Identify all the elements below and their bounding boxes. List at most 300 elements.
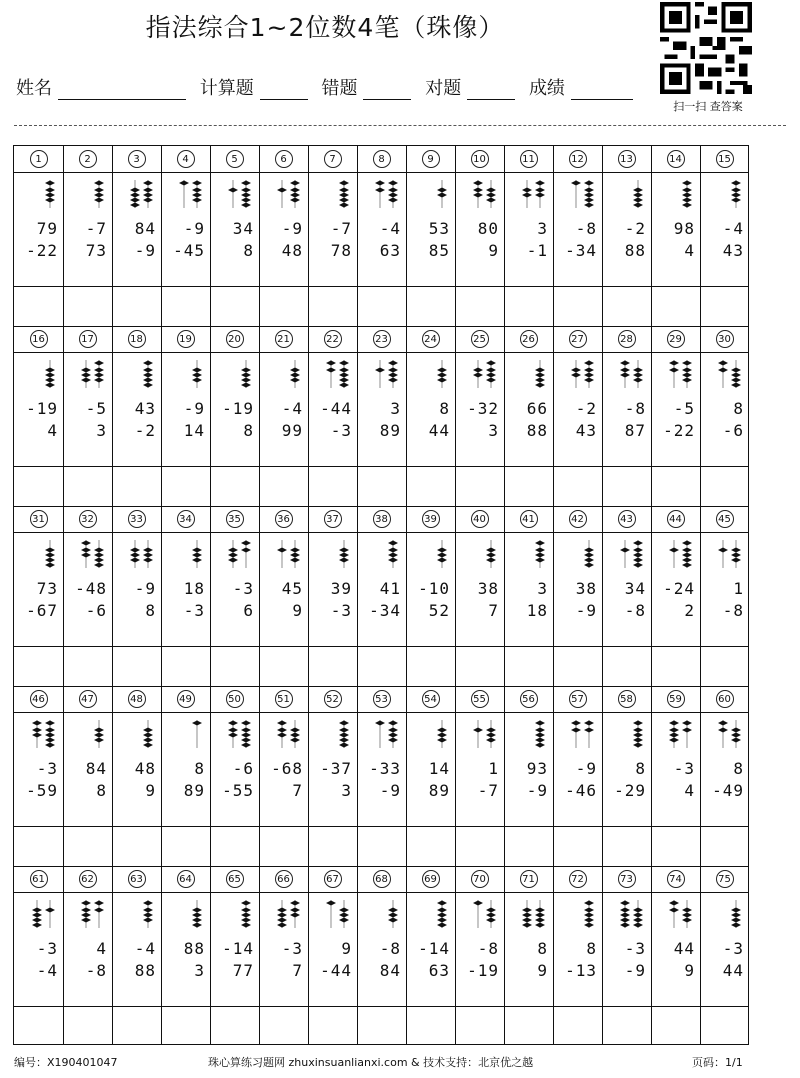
abacus-bead (277, 728, 287, 733)
problem-number: 69 (422, 870, 440, 888)
row-divider (14, 352, 748, 353)
answer-cell[interactable] (553, 826, 602, 866)
answer-cell[interactable] (210, 646, 259, 686)
answer-cell[interactable] (259, 646, 308, 686)
addend-value: 8 (439, 399, 450, 418)
abacus-bead (620, 361, 630, 366)
abacus-bead (94, 563, 104, 568)
abacus-bead (486, 188, 496, 193)
answer-cell[interactable] (259, 826, 308, 866)
abacus-bead (731, 383, 741, 388)
problem-number: 13 (618, 150, 636, 168)
abacus-bead-image (657, 718, 697, 752)
abacus-bead (228, 733, 238, 738)
problem-number: 30 (716, 330, 734, 348)
answer-cell[interactable] (14, 646, 63, 686)
abacus-bead (228, 553, 238, 558)
abacus-bead (388, 733, 398, 738)
abacus-bead (584, 373, 594, 378)
abacus-bead-image (412, 538, 452, 572)
problem-number: 29 (667, 330, 685, 348)
answer-cell[interactable] (259, 466, 308, 506)
abacus-bead (388, 548, 398, 553)
abacus-bead-image (510, 898, 550, 932)
abacus-bead-image (118, 358, 158, 392)
wrong-blank[interactable] (363, 79, 411, 100)
addend-value: 6 (243, 601, 254, 620)
problem-number: 61 (30, 870, 48, 888)
answer-cell[interactable] (553, 646, 602, 686)
answer-cell[interactable] (651, 466, 700, 506)
answer-cell[interactable] (504, 826, 553, 866)
problem-number: 62 (79, 870, 97, 888)
answer-cell[interactable] (553, 286, 602, 326)
abacus-bead (241, 378, 251, 383)
addend-value: -34 (565, 241, 597, 260)
answer-cell[interactable] (112, 826, 161, 866)
abacus-bead (81, 373, 91, 378)
addend-value: 44 (428, 421, 450, 440)
answer-cell[interactable] (406, 286, 455, 326)
answer-cell[interactable] (700, 1006, 749, 1046)
problem-number: 54 (422, 690, 440, 708)
abacus-bead-image (216, 898, 256, 932)
abacus-bead-image (314, 718, 354, 752)
abacus-bead (81, 918, 91, 923)
addend-value: -3 (281, 939, 303, 958)
answer-cell[interactable] (553, 1006, 602, 1046)
abacus-bead (535, 728, 545, 733)
abacus-bead (45, 373, 55, 378)
addend-value: 77 (232, 961, 254, 980)
abacus-bead (388, 728, 398, 733)
abacus-bead (94, 378, 104, 383)
footer-page: 页码：1/1 (692, 1056, 743, 1069)
abacus-bead (682, 193, 692, 198)
answer-cell[interactable] (112, 286, 161, 326)
answer-cell[interactable] (602, 1006, 651, 1046)
problem-number: 73 (618, 870, 636, 888)
addend-value: -3 (330, 601, 352, 620)
abacus-bead (277, 733, 287, 738)
addend-value: 63 (428, 961, 450, 980)
abacus-bead (45, 733, 55, 738)
abacus-bead (584, 923, 594, 928)
addend-value: 14 (428, 759, 450, 778)
abacus-bead (731, 918, 741, 923)
abacus-bead (718, 728, 728, 733)
footer-site: 珠心算练习题网 zhuxinsuanlianxi.com & 技术支持：北京优之越 (208, 1056, 534, 1069)
abacus-bead (669, 738, 679, 743)
abacus-bead-image (69, 178, 109, 212)
answer-cell[interactable] (63, 466, 112, 506)
answer-cell[interactable] (259, 1006, 308, 1046)
abacus-bead-image (265, 898, 305, 932)
abacus-bead (731, 548, 741, 553)
addend-value: -3 (36, 939, 58, 958)
problem-number: 20 (226, 330, 244, 348)
problem-number: 45 (716, 510, 734, 528)
answer-cell[interactable] (700, 286, 749, 326)
answer-cell[interactable] (14, 826, 63, 866)
abacus-bead (45, 198, 55, 203)
problem-number: 41 (520, 510, 538, 528)
answer-cell[interactable] (14, 286, 63, 326)
abacus-bead-image (363, 718, 403, 752)
addend-value: -14 (222, 939, 254, 958)
name-blank[interactable] (58, 79, 186, 100)
answer-cell[interactable] (210, 286, 259, 326)
problem-number: 55 (471, 690, 489, 708)
abacus-bead-image (69, 358, 109, 392)
abacus-bead (486, 198, 496, 203)
problem-number: 38 (373, 510, 391, 528)
problem-number: 52 (324, 690, 342, 708)
abacus-bead (731, 913, 741, 918)
dashed-divider (14, 125, 786, 126)
abacus-bead (45, 721, 55, 726)
abacus-bead-image (461, 358, 501, 392)
answer-cell[interactable] (700, 466, 749, 506)
abacus-bead (326, 901, 336, 906)
abacus-bead (535, 558, 545, 563)
abacus-bead-image (461, 538, 501, 572)
answer-cell[interactable] (455, 826, 504, 866)
abacus-bead (241, 721, 251, 726)
abacus-bead (682, 373, 692, 378)
abacus-bead (682, 188, 692, 193)
abacus-bead (486, 908, 496, 913)
addend-value: -2 (575, 399, 597, 418)
answer-cell[interactable] (651, 286, 700, 326)
addend-value: -8 (477, 939, 499, 958)
abacus-bead (571, 368, 581, 373)
answer-cell[interactable] (112, 466, 161, 506)
addend-value: 43 (722, 241, 744, 260)
answer-cell[interactable] (210, 1006, 259, 1046)
answer-cell[interactable] (406, 466, 455, 506)
addend-value: 98 (673, 219, 695, 238)
answer-cell[interactable] (63, 646, 112, 686)
problem-number: 21 (275, 330, 293, 348)
abacus-bead (633, 743, 643, 748)
abacus-bead (620, 918, 630, 923)
answer-cell[interactable] (357, 466, 406, 506)
abacus-bead (437, 738, 447, 743)
abacus-bead (81, 541, 91, 546)
answer-cell[interactable] (651, 826, 700, 866)
abacus-bead (94, 181, 104, 186)
abacus-bead (535, 733, 545, 738)
addend-value: 73 (85, 241, 107, 260)
addend-value: 8 (194, 759, 205, 778)
addend-value: -9 (624, 961, 646, 980)
abacus-bead (32, 908, 42, 913)
abacus-bead (81, 908, 91, 913)
abacus-bead (326, 361, 336, 366)
addend-value: 89 (183, 781, 205, 800)
answer-cell[interactable] (455, 466, 504, 506)
answer-cell[interactable] (602, 286, 651, 326)
abacus-bead (339, 733, 349, 738)
addend-value: 44 (673, 939, 695, 958)
abacus-bead (290, 908, 300, 913)
abacus-bead-image (559, 538, 599, 572)
addend-value: 48 (281, 241, 303, 260)
answer-cell[interactable] (504, 286, 553, 326)
abacus-bead (620, 913, 630, 918)
problem-number: 74 (667, 870, 685, 888)
answer-cell[interactable] (112, 1006, 161, 1046)
abacus-bead (32, 721, 42, 726)
answer-cell[interactable] (14, 466, 63, 506)
abacus-bead (535, 738, 545, 743)
abacus-bead (339, 553, 349, 558)
abacus-bead (228, 558, 238, 563)
qr-caption: 扫一扫 查答案 (673, 100, 743, 113)
answer-cell[interactable] (308, 1006, 357, 1046)
addend-value: -3 (624, 939, 646, 958)
answer-cell[interactable] (357, 286, 406, 326)
answer-cell[interactable] (161, 466, 210, 506)
problem-number: 8 (373, 150, 391, 168)
right-blank[interactable] (467, 79, 515, 100)
calc-blank[interactable] (260, 79, 308, 100)
addend-value: 88 (624, 241, 646, 260)
answer-cell[interactable] (161, 286, 210, 326)
answer-cell[interactable] (406, 1006, 455, 1046)
answer-cell[interactable] (602, 646, 651, 686)
addend-value: -9 (575, 759, 597, 778)
answer-cell[interactable] (357, 826, 406, 866)
abacus-bead (290, 913, 300, 918)
problem-grid (13, 145, 749, 1045)
abacus-bead (486, 193, 496, 198)
abacus-bead (633, 563, 643, 568)
addend-value: 4 (684, 781, 695, 800)
answer-cell[interactable] (161, 826, 210, 866)
addend-value: 84 (134, 219, 156, 238)
abacus-bead (486, 738, 496, 743)
abacus-bead (339, 383, 349, 388)
abacus-bead (473, 181, 483, 186)
addend-value: -6 (232, 759, 254, 778)
abacus-bead (241, 198, 251, 203)
problem-number: 67 (324, 870, 342, 888)
answer-cell[interactable] (602, 466, 651, 506)
abacus-bead-image (216, 358, 256, 392)
answer-cell[interactable] (651, 1006, 700, 1046)
addend-value: 8 (243, 241, 254, 260)
abacus-bead (339, 198, 349, 203)
problem-number: 63 (128, 870, 146, 888)
abacus-bead (535, 378, 545, 383)
abacus-bead (290, 193, 300, 198)
abacus-bead (682, 563, 692, 568)
abacus-bead (143, 188, 153, 193)
answer-cell[interactable] (504, 1006, 553, 1046)
abacus-bead (277, 188, 287, 193)
problem-number: 72 (569, 870, 587, 888)
abacus-bead (94, 193, 104, 198)
answer-cell[interactable] (651, 646, 700, 686)
abacus-bead (32, 728, 42, 733)
abacus-bead (584, 901, 594, 906)
abacus-bead (731, 198, 741, 203)
abacus-bead (81, 378, 91, 383)
abacus-bead-image (118, 718, 158, 752)
abacus-bead (388, 553, 398, 558)
answer-cell[interactable] (63, 286, 112, 326)
answer-cell[interactable] (455, 286, 504, 326)
abacus-bead (473, 373, 483, 378)
answer-cell[interactable] (357, 1006, 406, 1046)
abacus-bead (682, 558, 692, 563)
abacus-bead (339, 558, 349, 563)
abacus-bead (633, 908, 643, 913)
abacus-bead (584, 728, 594, 733)
abacus-bead (682, 378, 692, 383)
addend-value: 4 (47, 421, 58, 440)
abacus-bead (682, 541, 692, 546)
problem-number: 56 (520, 690, 538, 708)
addend-value: 44 (722, 961, 744, 980)
addend-value: 84 (379, 961, 401, 980)
abacus-bead (620, 923, 630, 928)
abacus-bead (522, 193, 532, 198)
problem-number: 2 (79, 150, 97, 168)
addend-value: 53 (428, 219, 450, 238)
abacus-bead (241, 901, 251, 906)
addend-value: -19 (222, 399, 254, 418)
abacus-bead-image (20, 718, 60, 752)
answer-cell[interactable] (406, 646, 455, 686)
answer-cell[interactable] (112, 646, 161, 686)
abacus-bead (339, 373, 349, 378)
abacus-bead-image (510, 358, 550, 392)
abacus-bead (388, 918, 398, 923)
abacus-bead-image (118, 178, 158, 212)
problem-number: 65 (226, 870, 244, 888)
problem-number: 26 (520, 330, 538, 348)
addend-value: 88 (183, 939, 205, 958)
answer-cell[interactable] (455, 1006, 504, 1046)
addend-value: 4 (96, 939, 107, 958)
problem-number: 48 (128, 690, 146, 708)
problem-number: 23 (373, 330, 391, 348)
answer-cell[interactable] (602, 826, 651, 866)
abacus-bead-image (216, 178, 256, 212)
abacus-bead-image (363, 898, 403, 932)
answer-cell[interactable] (14, 1006, 63, 1046)
problem-number: 59 (667, 690, 685, 708)
problem-number: 39 (422, 510, 440, 528)
addend-value: -59 (26, 781, 58, 800)
answer-cell[interactable] (700, 826, 749, 866)
answer-cell[interactable] (63, 1006, 112, 1046)
abacus-bead (290, 728, 300, 733)
abacus-bead (339, 193, 349, 198)
abacus-bead-image (461, 178, 501, 212)
problem-number: 53 (373, 690, 391, 708)
answer-cell[interactable] (553, 466, 602, 506)
answer-cell[interactable] (210, 826, 259, 866)
abacus-bead (535, 743, 545, 748)
abacus-bead (388, 913, 398, 918)
abacus-bead (437, 913, 447, 918)
answer-cell[interactable] (406, 826, 455, 866)
answer-cell[interactable] (308, 646, 357, 686)
abacus-bead-image (118, 538, 158, 572)
row-divider (14, 172, 748, 173)
answer-cell[interactable] (455, 646, 504, 686)
abacus-bead (192, 198, 202, 203)
abacus-bead-image (706, 718, 746, 752)
abacus-bead (339, 913, 349, 918)
abacus-bead-image (69, 898, 109, 932)
answer-cell[interactable] (161, 1006, 210, 1046)
abacus-bead (45, 188, 55, 193)
abacus-bead (486, 553, 496, 558)
abacus-bead-image (265, 178, 305, 212)
abacus-bead (584, 563, 594, 568)
addend-value: -13 (565, 961, 597, 980)
abacus-bead-image (706, 358, 746, 392)
answer-cell[interactable] (700, 646, 749, 686)
answer-cell[interactable] (357, 646, 406, 686)
abacus-bead (143, 548, 153, 553)
abacus-bead (179, 181, 189, 186)
answer-cell[interactable] (161, 646, 210, 686)
score-blank[interactable] (571, 79, 633, 100)
abacus-bead (388, 378, 398, 383)
answer-cell[interactable] (63, 826, 112, 866)
abacus-bead (277, 908, 287, 913)
abacus-bead (326, 368, 336, 373)
abacus-bead (388, 373, 398, 378)
abacus-bead (32, 918, 42, 923)
answer-cell[interactable] (210, 466, 259, 506)
problem-number: 37 (324, 510, 342, 528)
answer-cell[interactable] (259, 286, 308, 326)
abacus-bead (192, 188, 202, 193)
abacus-bead (682, 203, 692, 208)
problem-number: 10 (471, 150, 489, 168)
abacus-bead (290, 181, 300, 186)
abacus-bead-image (265, 358, 305, 392)
addend-value: -33 (369, 759, 401, 778)
abacus-bead (81, 901, 91, 906)
answer-cell[interactable] (308, 286, 357, 326)
addend-value: 18 (183, 579, 205, 598)
addend-value: -55 (222, 781, 254, 800)
score-label: 成绩 (528, 78, 565, 99)
problem-number: 49 (177, 690, 195, 708)
answer-cell[interactable] (308, 826, 357, 866)
addend-value: 43 (134, 399, 156, 418)
abacus-bead-image (559, 178, 599, 212)
abacus-bead (143, 558, 153, 563)
abacus-bead (228, 721, 238, 726)
abacus-bead (535, 553, 545, 558)
abacus-bead (437, 733, 447, 738)
abacus-bead (81, 913, 91, 918)
answer-cell[interactable] (504, 646, 553, 686)
abacus-bead (45, 558, 55, 563)
abacus-bead (45, 553, 55, 558)
answer-cell[interactable] (308, 466, 357, 506)
answer-cell[interactable] (504, 466, 553, 506)
